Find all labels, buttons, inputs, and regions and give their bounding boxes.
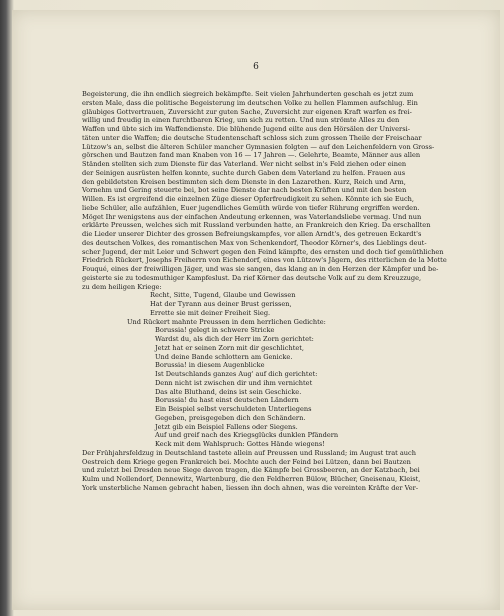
verse-line: Denn nicht ist zwischen dir und ihm vernichtet — [155, 378, 313, 387]
verse-line: Keck mit dem Wahlspruch: Gottes Hände wiegens! — [155, 440, 325, 448]
text-line: erklärte Preussen, welches sich mit Russland verbunden hatte, an Frankreich den Krieg. Da erschallten — [82, 221, 431, 230]
paragraph-2 — [82, 449, 472, 493]
verse-line: Recht, Sitte, Tugend, Glaube und Gewissen — [150, 291, 296, 300]
text-line: scher Jugend, der mit Leier und Schwert gegen den Feind kämpfte, des ernsten und doch tief gemüthlichen — [82, 247, 444, 256]
text-line: liebe Schüler, alle aufzählen, Euer jugendliches Gemüth würde von tiefer Rührung ergriffen werden. — [82, 203, 420, 212]
text-line: Kulm und Nollendorf, Dennewitz, Wartenburg, die den Feldherren Bülow, Blücher, Gneisenau, Kleist, — [82, 475, 421, 483]
text-line: zu dem heiligen Kriege: — [82, 282, 162, 291]
text-line: Lützow's an, selbst die älteren Schüler mancher Gymnasien folgten — auf den Leichenfeldern von Gross- — [82, 142, 435, 151]
verse-line: Ein Beispiel selbst verschuldeten Unterliegens — [155, 405, 312, 413]
text-line: geisterte sie zu todesmuthiger Kampfeslust. Da rief Körner das deutsche Volk auf zu dem Kreuzzuge, — [82, 273, 422, 282]
verse-line: Borussia! du hast einst deutschen Ländern — [155, 396, 299, 405]
text-line: Friedrich Rückert, Josephs Freiherrn von Eichendorf, eines von Lützow's Jägern, des ritterlichen de la Motte — [82, 256, 447, 265]
text-line: Willen. Es ist ergreifend die einzelnen Züge dieser Opferfreudigkeit zu sehen. Könnte ich sie Euch, — [82, 195, 415, 203]
poem-koerner — [82, 291, 472, 317]
text-line: den gebildetsten Kreisen bestimmten sich dem Dienste in den Lazarethen. Kurz, Reich und Arm, — [82, 177, 406, 186]
text-line: Begeisterung, die ihn endlich siegreich bekämpfte. Seit vielen Jahrhunderten geschah es jetzt zum — [82, 90, 414, 98]
verse-line: Errette sie mit deiner Freiheit Sieg. — [150, 308, 271, 317]
page-body — [82, 90, 472, 493]
poem-rueckert-borussia — [82, 326, 472, 449]
poem-intro-rueckert: Und Rückert mahnte Preussen in dem herrlichen Gedichte: — [127, 317, 326, 326]
text-line: ersten Male, dass die politische Begeisterung im deutschen Volke zu hellen Flammen aufschlug. Ein — [82, 98, 418, 107]
text-line: des deutschen Volkes, des romantischen Max von Schenkendorf, Theodor Körner's, des Lieblings deut- — [82, 238, 427, 247]
text-line: die Lieder unserer Dichter des grossen Befreiungskampfes, vor allen Arndt's, des getreuen Eckardt's — [82, 230, 422, 238]
text-line: Vornehm und Gering steuerte bei, bot seine Dienste dar nach besten Kräften und mit den besten — [82, 186, 407, 195]
text-line: Möget Ihr wenigstens aus der einfachen Andeutung erkennen, was Vaterlandsliebe vermag. Und nun — [82, 212, 422, 221]
text-line: Fouqué, eines der freiwilligen Jäger, und was sie sangen, das klang an in den Herzen der Kämpfer und be- — [82, 265, 439, 273]
verse-line: Hat der Tyrann aus deiner Brust gerissen, — [150, 300, 292, 308]
text-line: Der Frühjahrsfeldzug in Deutschland tastete allein auf Preussen und Russland; im August trat auch — [82, 448, 416, 457]
verse-line: Und deine Bande schlottern am Genicke. — [155, 352, 293, 361]
text-line: görschen und Bautzen fand man Knaben von 16 — 17 Jahren —. Gelehrte, Beamte, Männer aus allen — [82, 151, 421, 160]
text-line: Waffen und übte sich im Waffendienste. Die blühende Jugend eilte aus den Hörsälen der Universi- — [82, 125, 410, 133]
page-number: 6 — [253, 62, 259, 72]
text-line: York unsterbliche Namen gebracht haben, liessen ihn doch ahnen, was die vereinten Kräfte der Ver- — [82, 483, 419, 492]
text-line: und zuletzt bei Dresden neue Siege davon tragen, die Kämpfe bei Grossbeeren, an der Katzbach, bei — [82, 466, 420, 475]
verse-line: Wardst du, als dich der Herr im Zorn gerichtet: — [155, 335, 314, 343]
text-line: gläubiges Gottvertrauen, Zuversicht zur guten Sache, Zuversicht zur eigenen Kraft warfen es frei- — [82, 107, 412, 116]
verse-line: Jetzt gib ein Beispiel Fallens oder Siegens. — [155, 422, 298, 431]
document-page — [12, 10, 500, 610]
verse-line: Auf und greif nach des Kriegsglücks dunklen Pfändern — [155, 431, 339, 440]
verse-line: Ist Deutschlands ganzes Aug' auf dich gerichtet: — [155, 370, 318, 378]
text-line: willig und freudig in einen furchtbaren Krieg, um sich zu retten. Und nun strömte Alles zu den — [82, 116, 400, 125]
verse-line: Borussia! in diesem Augenblicke — [155, 361, 265, 370]
verse-line: Gegeben, preisgegeben dich den Schändern. — [155, 413, 306, 422]
paragraph-1 — [82, 90, 472, 291]
text-line: Oestreich dem Kriege gegen Frankreich bei. Mochte auch der Feind bei Lützen, dann bei Bautzen — [82, 457, 411, 466]
verse-line: Das alte Bluthand, deins ist sein Geschicke. — [155, 387, 302, 396]
text-line: der Seinigen ausrüsten helfen konnte, suchte durch Gaben dem Vaterland zu helfen. Frauen aus — [82, 168, 406, 177]
text-line: Ständen stellten sich zum Dienste für das Vaterland. Wer nicht selbst in's Feld ziehen oder einen — [82, 160, 407, 168]
text-line: täten unter die Waffen; die deutsche Studentenschaft schloss sich zum grossen Theile der Freischaar — [82, 133, 422, 142]
verse-line: Jetzt hat er seinen Zorn mit dir geschlichtet, — [155, 343, 305, 352]
verse-line: Borussia! gelegt in schwere Stricke — [155, 326, 275, 335]
